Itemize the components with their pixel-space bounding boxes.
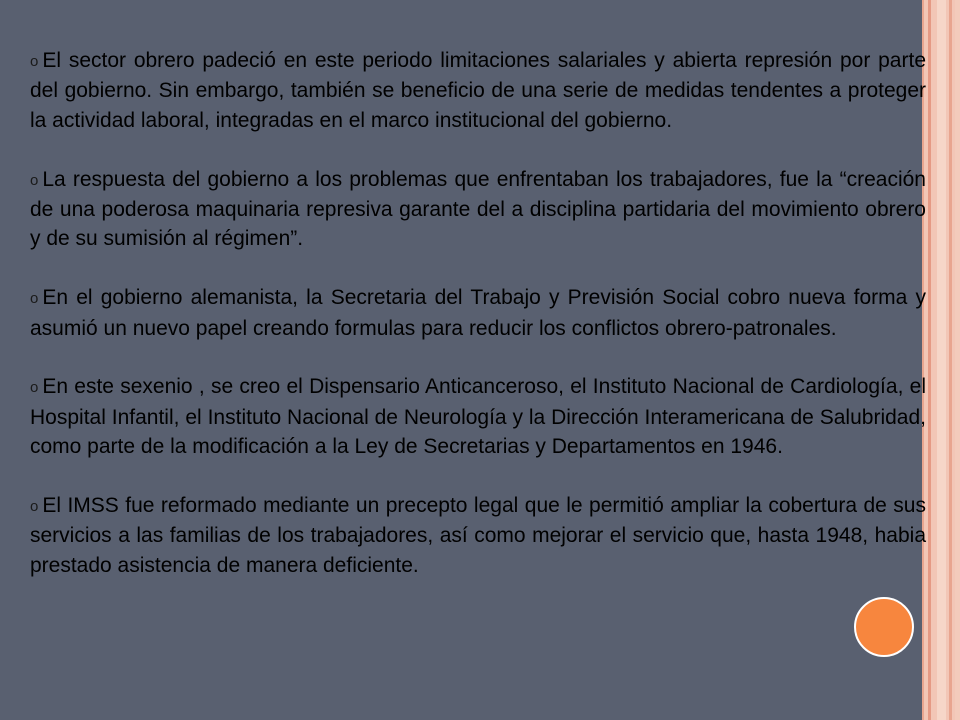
paragraph-text: En este sexenio , se creo el Dispensario Anticanceroso, el Instituto Nacional de Cardiología, el Hospital Infantil, el Instituto Nacional de Neurología y la Dirección Interamericana de Salubridad, como parte de la modificación a la Ley de Secretarias y Departamentos en 1946. [30, 375, 926, 459]
decorative-orange-circle [854, 597, 914, 657]
slide-body [30, 46, 926, 610]
paragraph-text: En el gobierno alemanista, la Secretaria del Trabajo y Previsión Social cobro nueva forma y asumió un nuevo papel creando formulas para reducir los conflictos obrero-patronales. [30, 286, 926, 340]
bullet-paragraph-4 [30, 372, 926, 461]
bullet-paragraph-3 [30, 283, 926, 343]
border-line [928, 0, 931, 720]
bullet-marker: o [30, 498, 39, 516]
bullet-marker: o [30, 290, 39, 308]
paragraph-text: El sector obrero padeció en este periodo limitaciones salariales y abierta represión por parte del gobierno. Sin embargo, también se beneficio de una serie de medidas tendentes a proteger la actividad laboral, integradas en el marco institucional del gobierno. [30, 49, 926, 132]
border-line [937, 0, 946, 720]
border-line [955, 0, 960, 720]
bullet-marker: o [30, 379, 39, 397]
bullet-paragraph-5 [30, 491, 926, 580]
paragraph-text: La respuesta del gobierno a los problemas que enfrentaban los trabajadores, fue la “creación de una poderosa maquinaria represiva garante del a disciplina partidaria del movimiento obrero y de su sumisión al régimen”. [30, 167, 926, 251]
border-line [949, 0, 952, 720]
bullet-paragraph-1 [30, 46, 926, 135]
paragraph-text: El IMSS fue reformado mediante un precepto legal que le permitió ampliar la cobertura de sus servicios a las familias de los trabajadores, así como mejorar el servicio que, hasta 1948, habia prestado asistencia de manera deficiente. [30, 494, 926, 577]
bullet-paragraph-2 [30, 165, 926, 254]
bullet-marker: o [30, 53, 39, 70]
bullet-marker: o [30, 171, 39, 189]
